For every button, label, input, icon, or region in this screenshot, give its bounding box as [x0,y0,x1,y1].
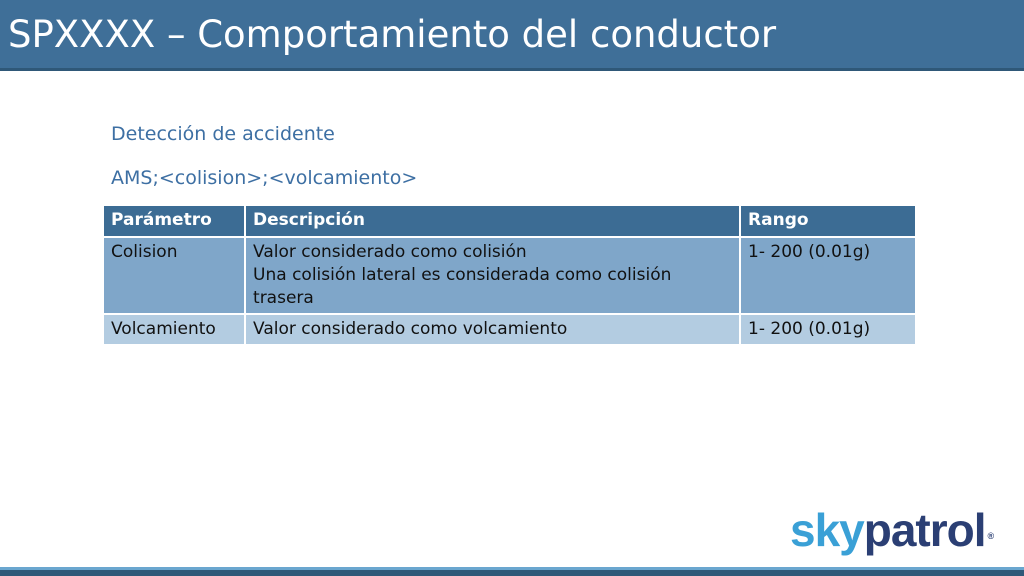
bottom-accent-stripe [0,567,1024,570]
logo-patrol-text: patrol [863,504,986,556]
command-syntax: AMS;<colision>;<volcamiento> [111,167,418,189]
description-line: Una colisión lateral es considerada como colisión trasera [253,265,672,308]
header-parametro: Parámetro [103,205,245,237]
table-header-row [103,205,916,237]
table-row [103,314,916,345]
header-descripcion: Descripción [245,205,740,237]
logo-sky-text: sky [790,504,864,556]
registered-mark: ® [987,531,995,541]
parameters-table [102,204,917,346]
bottom-bar [0,567,1024,576]
skypatrol-logo [790,502,995,558]
cell-range: 1- 200 (0.01g) [740,237,916,314]
cell-description [245,237,740,314]
description-line: Valor considerado como volcamiento [253,319,568,339]
cell-range: 1- 200 (0.01g) [740,314,916,345]
cell-description [245,314,740,345]
section-heading: Detección de accidente [111,123,335,145]
header-rango: Rango [740,205,916,237]
slide-title: SPXXXX – Comportamiento del conductor [8,13,777,56]
title-bar [0,0,1024,71]
cell-param: Volcamiento [103,314,245,345]
cell-param: Colision [103,237,245,314]
description-line: Valor considerado como colisión [253,242,527,262]
table-row [103,237,916,314]
